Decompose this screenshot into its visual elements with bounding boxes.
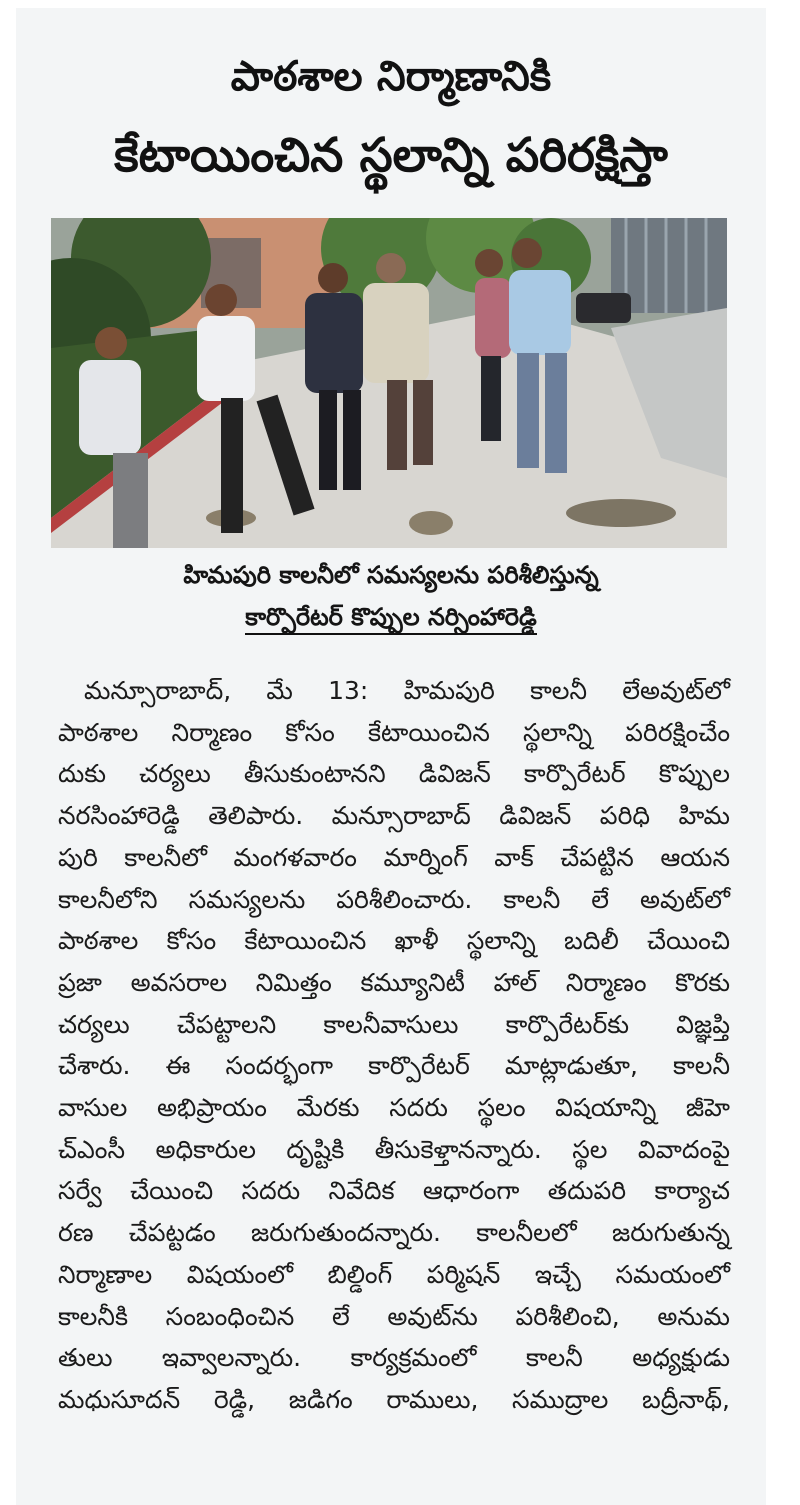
article-line: తులు ఇవ్వాలన్నారు. కార్యక్రమంలో కాలనీ అధ్యక్షుడు <box>58 1343 730 1373</box>
article-line: దుకు చర్యలు తీసుకుంటానని డివిజన్ కార్పొరేటర్ కొప్పుల <box>58 759 730 789</box>
photo-caption-line-2 <box>16 603 766 637</box>
photo-caption-line-2-text: కార్పొరేటర్ కొప్పుల నర్సింహారెడ్డి <box>245 603 537 635</box>
article-line: పురి కాలనీలో మంగళవారం మార్నింగ్ వాక్ చేపట్టిన ఆయన <box>58 842 730 872</box>
photo-illustration <box>51 218 727 548</box>
headline-line-2: కేటాయించిన స్థలాన్ని పరిరక్షిస్తా <box>114 128 668 183</box>
article-line: మన్సూరాబాద్, మే 13: హిమపురి కాలనీ లేఅవుట్‌లో <box>84 676 730 705</box>
article-line: కాలనీకి సంబంధించిన లే అవుట్‌ను పరిశీలించి, అనుమ <box>58 1301 730 1331</box>
headline-line-1: పాఠశాల నిర్మాణానికి <box>230 52 552 100</box>
article-line: చర్యలు చేపట్టాలని కాలనీవాసులు కార్పొరేటర్‌కు విజ్ఞప్తి <box>58 1009 730 1039</box>
article-line: చేశారు. ఈ సందర్భంగా కార్పొరేటర్ మాట్లాడుతూ, కాలనీ <box>58 1051 730 1081</box>
article-line: నరసింహారెడ్డి తెలిపారు. మన్సూరాబాద్ డివిజన్ పరిధి హిమ <box>58 801 730 831</box>
article-body <box>58 670 730 1421</box>
article-line: పాఠశాల కోసం కేటాయించిన ఖాళీ స్థలాన్ని బదిలీ చేయించి <box>58 926 730 956</box>
article-line: కాలనీలోని సమస్యలను పరిశీలించారు. కాలనీ లే అవుట్‌లో <box>58 884 730 914</box>
news-photo <box>51 218 727 548</box>
article-line: వాసుల అభిప్రాయం మేరకు సదరు స్థలం విషయాన్ని జీహె <box>58 1093 730 1123</box>
article-line: ప్రజా అవసరాల నిమిత్తం కమ్యూనిటీ హాల్ నిర్మాణం కొరకు <box>58 967 730 997</box>
article-line: పాఠశాల నిర్మాణం కోసం కేటాయించిన స్థలాన్ని పరిరక్షించేం <box>58 717 730 747</box>
newspaper-clipping <box>16 8 766 1505</box>
article-line: రణ చేపట్టడం జరుగుతుందన్నారు. కాలనీలలో జరుగుతున్న <box>58 1218 730 1248</box>
photo-caption-line-1: హిమపురి కాలనీలో సమస్యలను పరిశీలిస్తున్న <box>183 561 599 589</box>
article-line: నిర్మాణాల విషయంలో బిల్డింగ్ పర్మిషన్ ఇచ్చే సమయంలో <box>58 1259 730 1289</box>
article-line: మధుసూదన్ రెడ్డి, జడిగం రాములు, సముద్రాల బద్రీనాథ్, <box>58 1384 730 1414</box>
article-line: సర్వే చేయించి సదరు నివేదిక ఆధారంగా తదుపరి కార్యాచ <box>58 1176 730 1206</box>
article-line: చ్ఎంసీ అధికారుల దృష్టికి తీసుకెళ్తానన్నారు. స్థల వివాదంపై <box>58 1134 730 1164</box>
